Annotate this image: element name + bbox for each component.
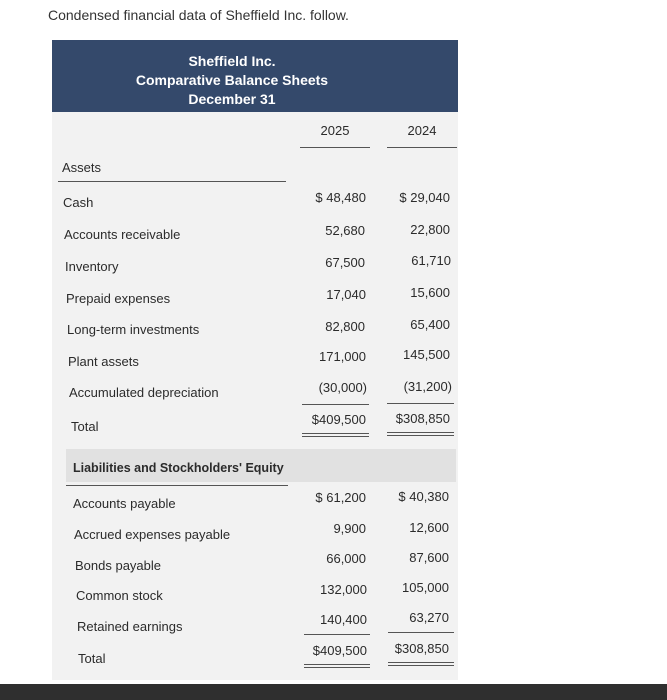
subtotal-underline [388, 632, 454, 633]
asset-value-2024: 61,710 [411, 253, 451, 268]
liability-row-label: Retained earnings [77, 619, 183, 634]
liability-value-2024: 87,600 [409, 550, 449, 565]
balance-sheet-panel [52, 40, 458, 680]
liability-value-2024: 105,000 [402, 580, 449, 595]
liabilities-heading-underline [66, 485, 288, 486]
total-double-underline [302, 433, 369, 437]
assets-heading-underline [58, 181, 286, 182]
asset-row-label: Plant assets [68, 354, 139, 369]
subtotal-underline [302, 404, 369, 405]
liability-row-label: Accrued expenses payable [74, 527, 231, 542]
asset-value-2025: 52,680 [325, 223, 365, 238]
liabilities-heading: Liabilities and Stockholders' Equity [73, 461, 284, 475]
asset-row-label: Accounts receivable [64, 227, 181, 242]
asset-value-2025: $ 48,480 [315, 190, 366, 205]
asset-value-2025: 67,500 [325, 255, 365, 270]
asset-row-label: Long-term investments [67, 322, 200, 337]
liabilities-total-2024: $308,850 [394, 641, 449, 656]
liability-value-2025: $ 61,200 [315, 490, 366, 505]
asset-row-label: Accumulated depreciation [69, 385, 219, 400]
liability-value-2025: 9,900 [333, 521, 366, 536]
asset-row-label: Prepaid expenses [66, 291, 171, 306]
liability-value-2024: 63,270 [409, 610, 449, 625]
asset-value-2024: 15,600 [410, 285, 450, 300]
column-header-2025: 2025 [320, 123, 350, 138]
asset-value-2024: $ 29,040 [399, 190, 450, 205]
asset-row-label: Cash [63, 195, 94, 210]
assets-heading: Assets [62, 160, 102, 175]
assets-total-2025: $409,500 [311, 412, 366, 427]
liability-value-2025: 132,000 [320, 582, 367, 597]
asset-value-2025: 17,040 [326, 287, 366, 302]
bottom-edge [0, 684, 667, 700]
liability-value-2024: $ 40,380 [398, 489, 449, 504]
intro-text: Condensed financial data of Sheffield Inc. follow. [48, 7, 349, 23]
total-double-underline [387, 432, 454, 436]
liability-row-label: Common stock [76, 588, 163, 603]
column-header-underline [300, 147, 370, 148]
subtotal-underline [387, 403, 454, 404]
liability-value-2025: 140,400 [320, 612, 367, 627]
asset-row-label: Inventory [65, 259, 119, 274]
liability-row-label: Bonds payable [75, 558, 162, 573]
subtotal-underline [304, 634, 370, 635]
total-double-underline [388, 662, 454, 666]
asset-value-2024: 65,400 [410, 317, 450, 332]
statement-header [52, 40, 458, 112]
assets-total-2024: $308,850 [395, 411, 450, 426]
asset-value-2025: 171,000 [319, 349, 366, 364]
asset-value-2025: (30,000) [318, 380, 367, 395]
asset-value-2024: (31,200) [403, 379, 452, 394]
liabilities-total-2025: $409,500 [312, 643, 367, 658]
liability-value-2024: 12,600 [409, 520, 449, 535]
total-double-underline [304, 664, 370, 668]
asset-value-2024: 145,500 [403, 347, 450, 362]
liabilities-total-label: Total [78, 651, 106, 666]
asset-value-2024: 22,800 [410, 222, 450, 237]
company-name: Sheffield Inc. [188, 53, 276, 69]
column-header-2024: 2024 [407, 123, 437, 138]
liability-value-2025: 66,000 [326, 551, 366, 566]
liability-row-label: Accounts payable [73, 496, 176, 511]
column-header-underline [387, 147, 457, 148]
statement-title: Comparative Balance Sheets [135, 72, 329, 88]
asset-value-2025: 82,800 [325, 319, 365, 334]
assets-total-label: Total [71, 419, 99, 434]
statement-date: December 31 [188, 91, 276, 107]
